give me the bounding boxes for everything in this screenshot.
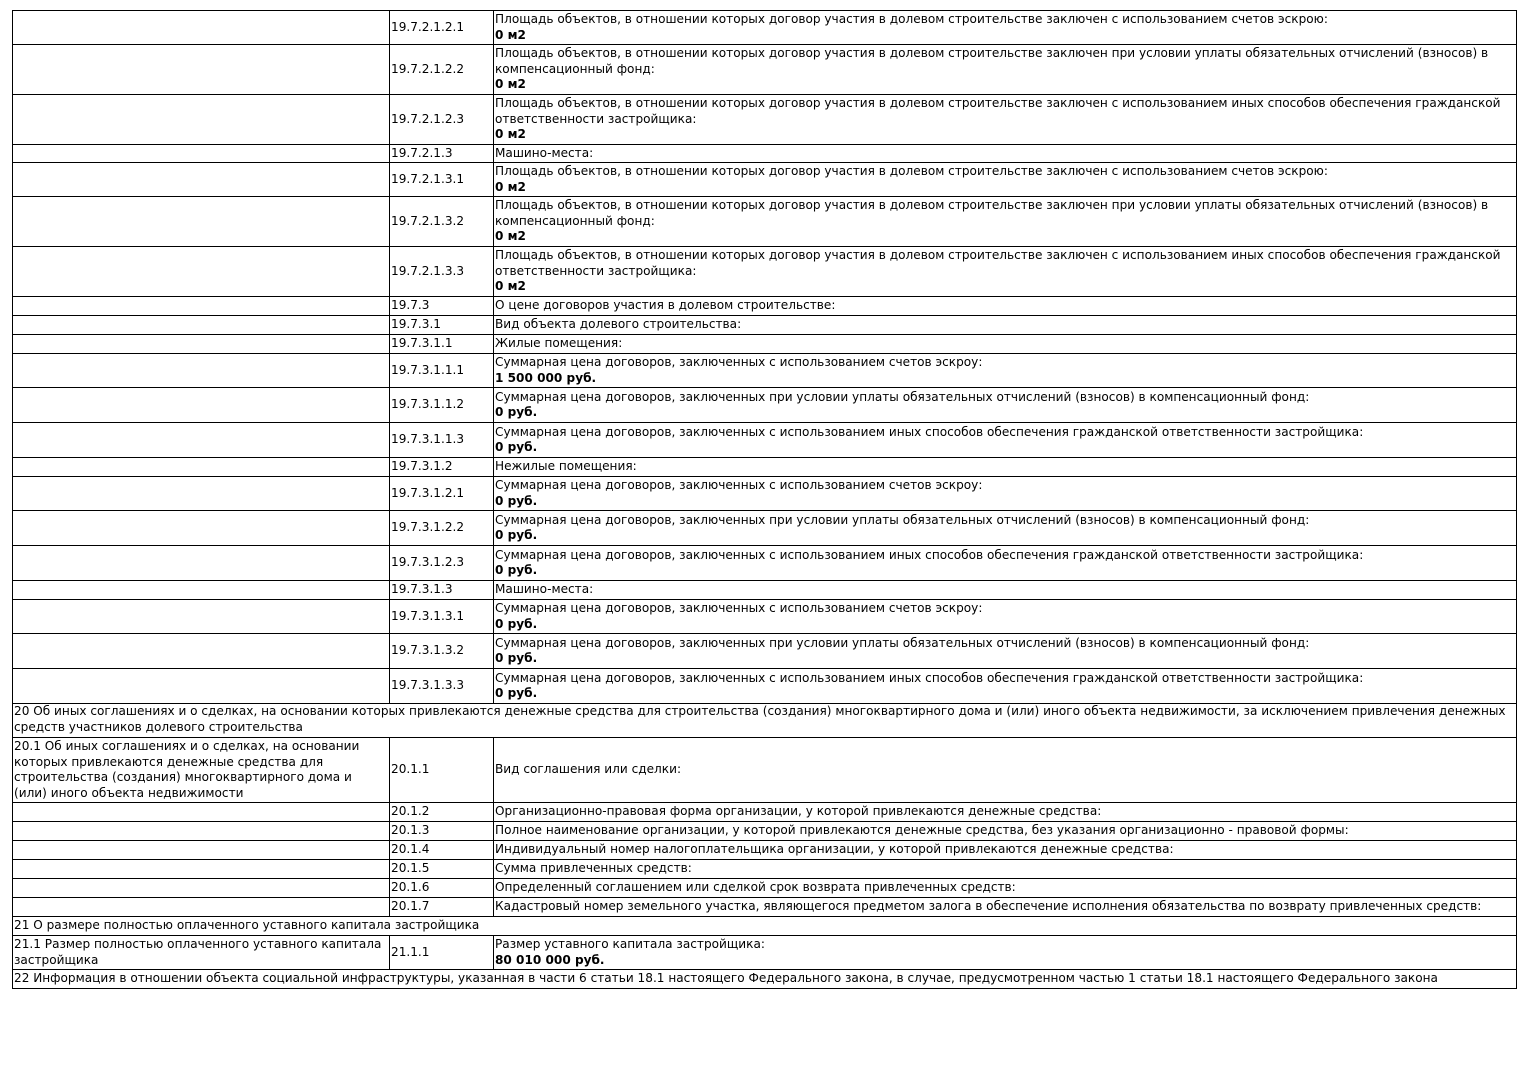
table-row bbox=[13, 163, 1517, 197]
row-code: 19.7.3 bbox=[390, 297, 494, 316]
table-row bbox=[13, 669, 1517, 704]
table-row bbox=[13, 860, 1517, 879]
section-21-1-label: 21.1 Размер полностью оплаченного уставного капитала застройщика bbox=[13, 936, 390, 970]
row-text: Площадь объектов, в отношении которых договор участия в долевом строительстве заключен при условии уплаты обязательных отчислений (взносов) в компенсационный фонд: 0 м2 bbox=[494, 197, 1517, 247]
table-row bbox=[13, 423, 1517, 458]
row-text: Суммарная цена договоров, заключенных с использованием иных способов обеспечения гражданской ответственности застройщика: 0 руб. bbox=[494, 423, 1517, 458]
row-text: Сумма привлеченных средств: bbox=[494, 860, 1517, 879]
row-value: 0 руб. bbox=[495, 616, 538, 631]
row-code: 19.7.3.1.2.2 bbox=[390, 511, 494, 546]
row-code: 19.7.2.1.3.1 bbox=[390, 163, 494, 197]
row-text: Полное наименование организации, у которой привлекаются денежные средства, без указания организационно - правовой формы: bbox=[494, 822, 1517, 841]
row-value: 80 010 000 руб. bbox=[495, 952, 605, 967]
section-heading-row bbox=[13, 970, 1517, 989]
row-code: 20.1.4 bbox=[390, 841, 494, 860]
table-row bbox=[13, 354, 1517, 388]
row-text: Жилые помещения: bbox=[494, 335, 1517, 354]
row-code: 19.7.3.1.1 bbox=[390, 335, 494, 354]
row-text: Размер уставного капитала застройщика: 80 010 000 руб. bbox=[494, 936, 1517, 970]
section-20-1-label: 20.1 Об иных соглашениях и о сделках, на основании которых привлекаются денежные средства для строительства (создания) многоквартирного дома и (или) иного объекта недвижимости bbox=[13, 738, 390, 803]
row-code: 19.7.3.1.2.1 bbox=[390, 477, 494, 511]
row-code: 19.7.2.1.2.3 bbox=[390, 95, 494, 145]
row-code: 19.7.3.1.1.3 bbox=[390, 423, 494, 458]
row-text: Кадастровый номер земельного участка, являющегося предметом залога в обеспечение исполнения обязательства по возврату привлеченных средств: bbox=[494, 898, 1517, 917]
row-code: 19.7.3.1.3.1 bbox=[390, 600, 494, 634]
table-row bbox=[13, 546, 1517, 581]
row-code: 19.7.3.1.1.2 bbox=[390, 388, 494, 423]
row-value: 0 руб. bbox=[495, 563, 538, 577]
row-code: 20.1.6 bbox=[390, 879, 494, 898]
row-code: 21.1.1 bbox=[390, 936, 494, 970]
table-row bbox=[13, 335, 1517, 354]
row-value: 0 м2 bbox=[495, 179, 526, 194]
row-text: Индивидуальный номер налогоплательщика организации, у которой привлекаются денежные средства: bbox=[494, 841, 1517, 860]
table-row bbox=[13, 145, 1517, 163]
row-text: Машино-места: bbox=[494, 145, 1517, 163]
row-value: 0 м2 bbox=[495, 229, 526, 244]
table-row bbox=[13, 581, 1517, 600]
row-value: 0 руб. bbox=[495, 440, 538, 454]
row-text: Вид соглашения или сделки: bbox=[494, 738, 1517, 803]
declaration-table bbox=[12, 10, 1517, 989]
row-code: 19.7.3.1.3 bbox=[390, 581, 494, 600]
table-row bbox=[13, 477, 1517, 511]
row-text: О цене договоров участия в долевом строительстве: bbox=[494, 297, 1517, 316]
row-value: 0 руб. bbox=[495, 528, 538, 542]
table-row bbox=[13, 247, 1517, 297]
row-code: 20.1.5 bbox=[390, 860, 494, 879]
row-value: 0 м2 bbox=[495, 27, 526, 42]
row-value: 0 руб. bbox=[495, 405, 538, 419]
row-text: Вид объекта долевого строительства: bbox=[494, 316, 1517, 335]
table-row bbox=[13, 388, 1517, 423]
row-text: Площадь объектов, в отношении которых договор участия в долевом строительстве заключен с использованием счетов эскрою: 0 м2 bbox=[494, 163, 1517, 197]
row-code: 19.7.3.1.3.2 bbox=[390, 634, 494, 669]
row-value: 0 м2 bbox=[495, 77, 526, 92]
table-row bbox=[13, 841, 1517, 860]
table-row bbox=[13, 738, 1517, 803]
table-row bbox=[13, 600, 1517, 634]
row-value: 0 руб. bbox=[495, 493, 538, 508]
row-text: Машино-места: bbox=[494, 581, 1517, 600]
row-code: 19.7.2.1.3.2 bbox=[390, 197, 494, 247]
row-code: 20.1.1 bbox=[390, 738, 494, 803]
section-22-heading: 22 Информация в отношении объекта социальной инфраструктуры, указанная в части 6 статьи 18.1 настоящего Федерального закона, в случае, предусмотренном частью 1 статьи 18.1 настоящего Федерального закона bbox=[13, 970, 1517, 989]
table-row bbox=[13, 898, 1517, 917]
row-text: Площадь объектов, в отношении которых договор участия в долевом строительстве заключен с использованием счетов эскрою: 0 м2 bbox=[494, 11, 1517, 45]
row-value: 0 м2 bbox=[495, 127, 526, 142]
row-text: Суммарная цена договоров, заключенных при условии уплаты обязательных отчислений (взносов) в компенсационный фонд: 0 руб. bbox=[494, 511, 1517, 546]
row-text: Нежилые помещения: bbox=[494, 458, 1517, 477]
table-row bbox=[13, 458, 1517, 477]
row-text: Суммарная цена договоров, заключенных с использованием счетов эскроу: 1 500 000 руб. bbox=[494, 354, 1517, 388]
section-20-heading: 20 Об иных соглашениях и о сделках, на основании которых привлекаются денежные средства для строительства (создания) многоквартирного дома и (или) иного объекта недвижимости, за исключением привлечения денежных средств участников долевого строительства bbox=[13, 704, 1517, 738]
row-text: Суммарная цена договоров, заключенных с использованием счетов эскроу: 0 руб. bbox=[494, 477, 1517, 511]
table-row bbox=[13, 511, 1517, 546]
row-text: Площадь объектов, в отношении которых договор участия в долевом строительстве заключен при условии уплаты обязательных отчислений (взносов) в компенсационный фонд: 0 м2 bbox=[494, 45, 1517, 95]
row-text: Суммарная цена договоров, заключенных с использованием иных способов обеспечения гражданской ответственности застройщика: 0 руб. bbox=[494, 669, 1517, 704]
table-row bbox=[13, 803, 1517, 822]
row-text: Суммарная цена договоров, заключенных с использованием счетов эскроу: 0 руб. bbox=[494, 600, 1517, 634]
row-code: 20.1.7 bbox=[390, 898, 494, 917]
section-21-heading: 21 О размере полностью оплаченного уставного капитала застройщика bbox=[13, 917, 1517, 936]
table-row bbox=[13, 822, 1517, 841]
row-code: 20.1.3 bbox=[390, 822, 494, 841]
row-text: Суммарная цена договоров, заключенных с использованием иных способов обеспечения гражданской ответственности застройщика: 0 руб. bbox=[494, 546, 1517, 581]
table-row bbox=[13, 936, 1517, 970]
row-code: 19.7.3.1.1.1 bbox=[390, 354, 494, 388]
row-value: 1 500 000 руб. bbox=[495, 370, 597, 385]
section-heading-row bbox=[13, 917, 1517, 936]
row-code: 19.7.2.1.2.1 bbox=[390, 11, 494, 45]
table-row bbox=[13, 297, 1517, 316]
row-text: Площадь объектов, в отношении которых договор участия в долевом строительстве заключен с использованием иных способов обеспечения гражданской ответственности застройщика: 0 м2 bbox=[494, 247, 1517, 297]
row-code: 19.7.2.1.3.3 bbox=[390, 247, 494, 297]
section-heading-row bbox=[13, 704, 1517, 738]
table-row bbox=[13, 95, 1517, 145]
table-row bbox=[13, 197, 1517, 247]
row-value: 0 руб. bbox=[495, 686, 538, 700]
table-row bbox=[13, 879, 1517, 898]
row-code: 19.7.3.1.2 bbox=[390, 458, 494, 477]
table-row bbox=[13, 634, 1517, 669]
row-text: Площадь объектов, в отношении которых договор участия в долевом строительстве заключен с использованием иных способов обеспечения гражданской ответственности застройщика: 0 м2 bbox=[494, 95, 1517, 145]
row-text: Определенный соглашением или сделкой срок возврата привлеченных средств: bbox=[494, 879, 1517, 898]
table-row bbox=[13, 316, 1517, 335]
row-code: 19.7.2.1.3 bbox=[390, 145, 494, 163]
row-value: 0 руб. bbox=[495, 651, 538, 665]
row-code: 20.1.2 bbox=[390, 803, 494, 822]
row-code: 19.7.3.1.2.3 bbox=[390, 546, 494, 581]
row-text: Суммарная цена договоров, заключенных при условии уплаты обязательных отчислений (взносов) в компенсационный фонд: 0 руб. bbox=[494, 634, 1517, 669]
document-sheet bbox=[12, 10, 1517, 989]
row-text: Суммарная цена договоров, заключенных при условии уплаты обязательных отчислений (взносов) в компенсационный фонд: 0 руб. bbox=[494, 388, 1517, 423]
row-value: 0 м2 bbox=[495, 279, 526, 294]
row-code: 19.7.3.1 bbox=[390, 316, 494, 335]
row-code: 19.7.2.1.2.2 bbox=[390, 45, 494, 95]
row-code: 19.7.3.1.3.3 bbox=[390, 669, 494, 704]
row-text: Организационно-правовая форма организации, у которой привлекаются денежные средства: bbox=[494, 803, 1517, 822]
table-row bbox=[13, 45, 1517, 95]
table-row bbox=[13, 11, 1517, 45]
